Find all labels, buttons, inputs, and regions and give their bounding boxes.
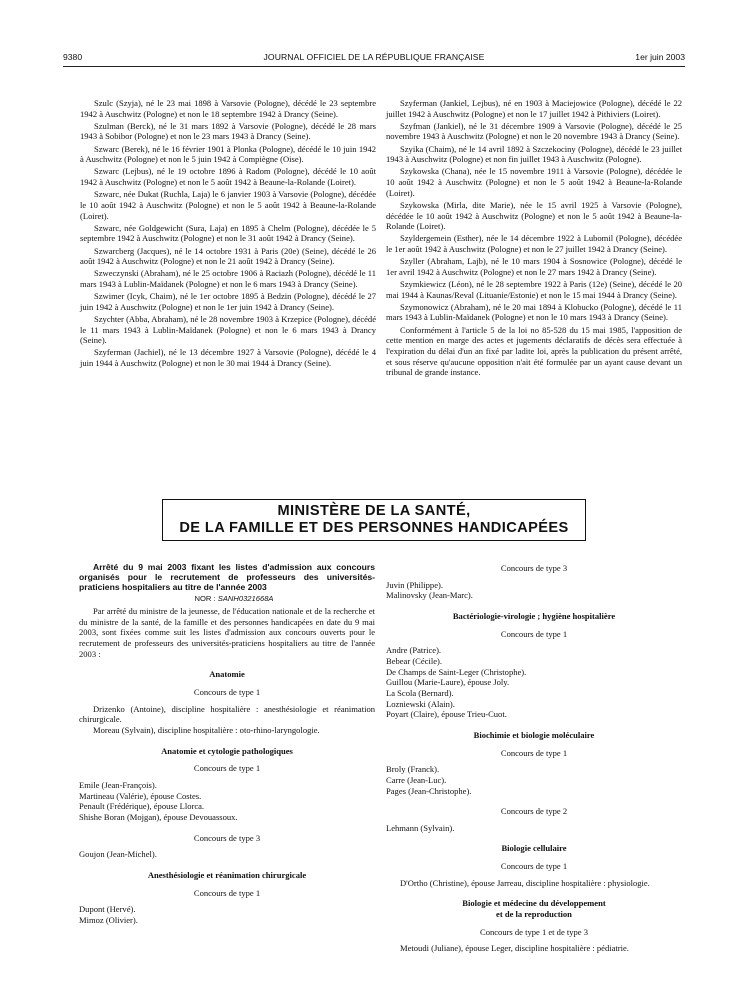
admission-entry: Mimoz (Olivier). <box>79 914 138 925</box>
admission-list <box>79 780 375 823</box>
admission-entry: Metoudi (Juliane), épouse Leger, discipline hospitalière : pédiatrie. <box>400 943 629 954</box>
ministry-banner <box>162 499 586 541</box>
admission-entry: Emile (Jean-François). <box>79 779 157 790</box>
discipline-heading: Anesthésiologie et réanimation chirurgicale <box>147 869 307 880</box>
death-record-paragraph: Szyferman (Jankiel, Lejbus), né en 1903 à Maciejowice (Pologne), décédé le 22 juillet 1942 à Auschwitz (Pologne) et non le 17 juillet 1942 à Pithiviers (Loiret). <box>386 98 682 119</box>
death-record-paragraph: Szulman (Berck), né le 31 mars 1892 à Varsovie (Pologne), décédé le 28 mars 1943 à Sobibor (Pologne) et non le 23 mars 1943 à Drancy (Seine). <box>80 120 376 142</box>
death-record-paragraph: Szwarc, née Goldgewicht (Sura, Laja) en 1895 à Chelm (Pologne), décédée le 5 septembre 1942 à Auschwitz (Pologne) et non le 31 août 1942 à Drancy (Seine). <box>80 222 376 244</box>
discipline-heading: Biologie et médecine du développement et de la reproduction <box>462 898 606 920</box>
death-record-paragraph: Szwarc, née Dukat (Ruchla, Laja) le 6 janvier 1903 à Varsovie (Pologne), décédée le 10 août 1942 à Auschwitz (Pologne) et non le 5 août 1942 à Beaune-la-Rolande (Loiret). <box>80 189 376 221</box>
page-number: 9380 <box>63 52 83 62</box>
admission-list <box>386 878 682 889</box>
arrete-left-column <box>79 563 375 935</box>
death-record-paragraph: Szwimer (Icyk, Chaim), né le 1er octobre 1895 à Bedzin (Pologne), décédé le 27 juin 1942 à Auschwitz (Pologne) et non le 1er juin 1942 à Drancy (Seine). <box>80 291 376 312</box>
issue-date: 1er juin 2003 <box>635 52 685 62</box>
admission-entry: Pages (Jean-Christophe). <box>386 785 472 796</box>
admission-list <box>79 849 375 860</box>
admission-entry: La Scola (Bernard). <box>386 687 454 698</box>
admission-entry: Broly (Franck). <box>386 764 440 775</box>
concours-type-label: Concours de type 1 <box>500 628 568 639</box>
admission-list <box>386 823 682 834</box>
header-rule <box>63 66 685 67</box>
concours-type-label: Concours de type 1 et de type 3 <box>480 926 588 937</box>
discipline-heading: Anatomie et cytologie pathologiques <box>161 745 293 756</box>
death-record-paragraph: Szwarcberg (Jacques), né le 14 octobre 1931 à Paris (20e) (Seine), décédé le 26 août 1942 à Auschwitz (Pologne) et non le 21 août 1942 à Drancy (Seine). <box>80 245 376 267</box>
admission-list <box>386 764 682 796</box>
admission-entry: Shishe Boran (Mojgan), épouse Devouassoux. <box>79 811 238 822</box>
admission-entry: Poyart (Claire), épouse Trieu-Cuot. <box>386 709 507 720</box>
page-header <box>63 52 685 66</box>
admission-list <box>386 645 682 720</box>
arrete-intro: Par arrêté du ministre de la jeunesse, de l'éducation nationale et de la recherche et du ministre de la santé, de la famille et des personnes handicapées en date du 9 mai 2003, sont fixées comme suit les listes d'admission aux concours ouverts pour le recrutement de professeurs des universités-praticiens hospitaliers au titre de l'année 2003 : <box>79 606 375 659</box>
death-record-paragraph: Szyika (Chaim), né le 14 avril 1892 à Szczekociny (Pologne), décédé le 23 juillet 1943 à Auschwitz (Pologne) et non fin juillet 1943 à Auschwitz (Pologne). <box>386 143 682 165</box>
admission-entry: De Champs de Saint-Leger (Christophe). <box>386 666 527 677</box>
death-record-paragraph: Szweczynski (Abraham), né le 25 octobre 1906 à Raciazh (Pologne), décédé le 11 mars 1943 à Lublin-Maïdanek (Pologne) et non le 6 mars 1943 à Drancy (Seine). <box>80 268 376 289</box>
admission-entry: Moreau (Sylvain), discipline hospitalière : oto-rhino-laryngologie. <box>93 724 320 735</box>
admission-entry: Goujon (Jean-Michel). <box>79 849 157 860</box>
admission-entry: D'Ortho (Christine), épouse Jarreau, discipline hospitalière : physiologie. <box>400 877 650 888</box>
nor-code: SANH0321668A <box>217 593 274 603</box>
death-record-paragraph: Szyfman (Jankiel), né le 31 décembre 1909 à Varsovie (Pologne), décédé le 25 novembre 1943 à Auschwitz (Pologne) et non le 20 novembre 1943 à Drancy (Seine). <box>386 120 682 142</box>
death-record-paragraph: Szymkiewicz (Léon), né le 28 septembre 1922 à Paris (12e) (Seine), décédé le 20 mai 1944 à Kaunas/Reval (Lituanie/Estonie) et non le 15 mai 1944 à Drancy (Seine). <box>386 279 682 300</box>
discipline-heading: Bactériologie-virologie ; hygiène hospitalière <box>452 610 616 621</box>
concours-type-label: Concours de type 1 <box>500 747 568 758</box>
discipline-heading: Biochimie et biologie moléculaire <box>473 729 595 740</box>
admission-entry: Bebear (Cécile). <box>386 655 442 666</box>
discipline-heading: Anatomie <box>209 669 245 680</box>
death-record-paragraph: Szyller (Abraham, Lajb), né le 10 mars 1904 à Sosnowice (Pologne), décédé le 1er avril 1942 à Auschwitz (Pologne) et non le 27 mars 1942 à Drancy (Seine). <box>386 256 682 277</box>
death-record-paragraph: Szymonowicz (Abraham), né le 20 mai 1894 à Klobucko (Pologne), décédé le 11 mars 1943 à Lublin-Maïdanek (Pologne) et non le 10 mars 1943 à Drancy (Seine). <box>386 301 682 323</box>
admission-entry: Drizenko (Antoine), discipline hospitalière : anesthésiologie et réanimation chirurgicale. <box>79 703 375 725</box>
ministry-line-1: MINISTÈRE DE LA SANTÉ, <box>277 503 471 519</box>
admission-entry: Lehmann (Sylvain). <box>386 822 455 833</box>
admission-list <box>79 904 375 925</box>
nor-reference <box>79 594 375 605</box>
concours-type-label: Concours de type 3 <box>193 832 261 843</box>
concours-type-label: Concours de type 2 <box>500 806 568 817</box>
discipline-heading: Biologie cellulaire <box>501 843 567 854</box>
death-records-right-column <box>386 98 682 379</box>
concours-type-label: Concours de type 1 <box>500 861 568 872</box>
ministry-line-2: DE LA FAMILLE ET DES PERSONNES HANDICAPÉES <box>179 520 569 536</box>
right-discipline-list <box>386 563 682 964</box>
admission-entry: Andre (Patrice). <box>386 645 442 656</box>
admission-entry: Juvin (Philippe). <box>386 579 443 590</box>
admission-list <box>79 704 375 736</box>
death-record-paragraph: Szykowska (Mirla, dite Marie), née le 15 avril 1925 à Varsovie (Pologne), décédée le 10 août 1942 à Auschwitz (Pologne) et non le 5 août 1942 à Beaune-la-Rolande (Loiret). <box>386 199 682 232</box>
death-record-paragraph: Szyldergemein (Esther), née le 14 décembre 1922 à Lubomil (Pologne), décédée le 1er août 1942 à Auschwitz (Pologne) et non le 27 juillet 1942 à Drancy (Seine). <box>386 233 682 255</box>
admission-entry: Malinovsky (Jean-Marc). <box>386 590 473 601</box>
admission-entry: Carre (Jean-Luc). <box>386 774 447 785</box>
admission-entry: Lozniewski (Alain). <box>386 698 455 709</box>
death-record-paragraph: Szulc (Szyja), né le 23 mai 1898 à Varsovie (Pologne), décédé le 23 septembre 1942 à Auschwitz (Pologne) et non le 18 septembre 1942 à Drancy (Seine). <box>80 98 376 119</box>
death-record-paragraph: Szykowska (Chana), née le 15 novembre 1911 à Varsovie (Pologne), décédée le 10 août 1942 à Auschwitz (Pologne) et non le 5 août 1942 à Beaune-la-Rolande (Loiret). <box>386 166 682 198</box>
concours-type-label: Concours de type 1 <box>193 686 261 697</box>
death-record-paragraph: Szwarc (Lejbus), né le 19 octobre 1896 à Radom (Pologne), décédé le 10 août 1942 à Auschwitz (Pologne) et non le 5 août 1942 à Beaune-la-Rolande (Loiret). <box>80 166 376 188</box>
arrete-title: Arrêté du 9 mai 2003 fixant les listes d'admission aux concours organisés pour le recrutement de professeurs des universités-praticiens hospitaliers au titre de l'année 2003 <box>79 562 375 592</box>
nor-label: NOR : <box>194 593 216 603</box>
admission-entry: Penault (Frédérique), épouse Llorca. <box>79 801 205 812</box>
death-records-left-column <box>80 98 376 370</box>
concours-type-label: Concours de type 1 <box>193 887 261 898</box>
admission-entry: Guillou (Marie-Laure), épouse Joly. <box>386 677 510 688</box>
admission-entry: Martineau (Valérie), épouse Costes. <box>79 790 202 801</box>
death-record-paragraph: Szychter (Abba, Abraham), né le 28 novembre 1903 à Krzepice (Pologne), décédé le 11 mars 1943 à Lublin-Maïdanek (Pologne) et non le 6 mars 1943 à Drancy (Seine). <box>80 313 376 346</box>
death-record-paragraph: Szyferman (Jachiel), né le 13 décembre 1927 à Varsovie (Pologne), décédé le 4 juin 1944 à Auschwitz (Pologne) et non le 30 mai 1944 à Drancy (Seine). <box>80 347 376 369</box>
admission-list <box>386 943 682 954</box>
journal-title: JOURNAL OFFICIEL DE LA RÉPUBLIQUE FRANÇAISE <box>263 52 485 62</box>
death-record-paragraph: Conformément à l'article 5 de la loi no 85-528 du 15 mai 1985, l'apposition de cette mention en marge des actes et jugements déclaratifs de décès sera effectuée à l'expiration du délai d'un an fixé par ladite loi, après la publication du présent arrêté, et sous réserve qu'aucune opposition n'ait été formulée par un ayant cause devant un tribunal de grande instance. <box>386 324 682 378</box>
concours-type-label: Concours de type 1 <box>193 763 261 774</box>
concours-type-label: Concours de type 3 <box>500 563 568 573</box>
death-record-paragraph: Szwarc (Berek), né le 16 février 1901 à Plonka (Pologne), décédé le 10 juin 1942 à Auschwitz (Pologne) et non le 5 juin 1942 à Compiègne (Oise). <box>80 143 376 165</box>
admission-entry: Dupont (Hervé). <box>79 904 136 915</box>
left-discipline-list <box>79 669 375 925</box>
admission-list <box>386 580 682 601</box>
